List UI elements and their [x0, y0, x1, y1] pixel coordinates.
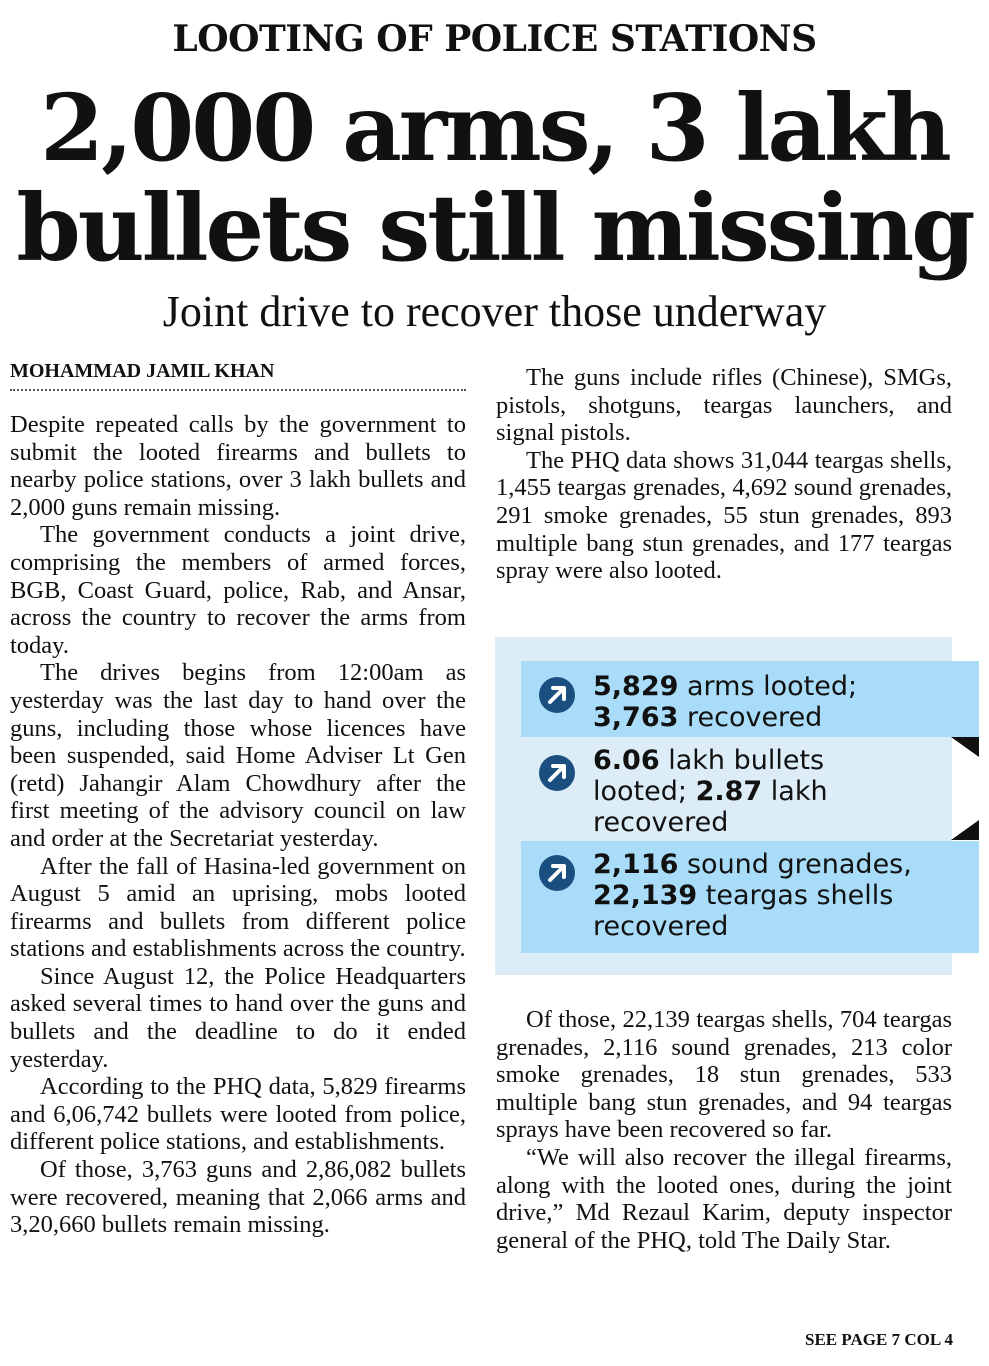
headline-line-2: bullets still missing — [16, 174, 973, 282]
arrow-up-right-icon — [539, 677, 575, 713]
stat-label: sound grenades, — [678, 849, 912, 880]
stat-number: 2.87 — [695, 776, 763, 807]
infobox-item-grenades — [521, 841, 979, 953]
arrow-up-right-icon — [539, 755, 575, 791]
infobox-text — [593, 849, 923, 942]
subheadline: Joint drive to recover those underway — [162, 287, 827, 336]
infobox-text — [593, 671, 971, 733]
infobox-item-bullets — [521, 737, 979, 841]
right-column-top — [496, 364, 952, 585]
paragraph: Of those, 3,763 guns and 2,86,082 bullets were recovered, meaning that 2,066 arms and 3,20,660 bullets remain missing. — [10, 1156, 466, 1239]
paragraph: After the fall of Hasina-led government on August 5 amid an uprising, mobs looted firearms and bullets from different police stations and establishments across the country. — [10, 852, 466, 963]
stat-number: 3,763 — [593, 702, 679, 733]
byline: MOHAMMAD JAMIL KHAN — [10, 360, 466, 391]
paragraph: The government conducts a joint drive, comprising the members of armed forces, BGB, Coast Guard, police, Rab, and Ansar, across the country to recover the arms from today. — [10, 521, 466, 659]
right-column-bottom — [496, 1006, 952, 1254]
paragraph: According to the PHQ data, 5,829 firearms and 6,06,742 bullets were looted from police, different police stations, and establishments. — [10, 1073, 466, 1156]
paragraph: The PHQ data shows 31,044 teargas shells, 1,455 teargas grenades, 4,692 sound grenades, 291 smoke grenades, 55 stun grenades, 893 multiple bang stun grenades, and 177 teargas spray were also looted. — [496, 446, 952, 585]
paragraph: Despite repeated calls by the government to submit the looted firearms and bullets to nearby police stations, over 3 lakh bullets and 2,000 guns remain missing. — [10, 411, 466, 521]
arrow-up-right-icon — [539, 855, 575, 891]
paragraph: Of those, 22,139 teargas shells, 704 teargas grenades, 2,116 sound grenades, 213 color smoke grenades, 18 stun grenades, 533 multiple bang stun grenades, and 94 teargas sprays have been recovered so far. — [496, 1006, 952, 1144]
paragraph: “We will also recover the illegal firearms, along with the looted ones, during the joint drive,” Md Rezaul Karim, deputy inspector general of the PHQ, told The Daily Star. — [496, 1143, 952, 1254]
paragraph: Since August 12, the Police Headquarters asked several times to hand over the guns and bullets and the deadline to do it ended yesterday. — [10, 962, 466, 1073]
left-column — [10, 411, 466, 1239]
stat-label: recovered — [678, 702, 823, 733]
paragraph: The drives begins from 12:00am as yesterday was the last day to hand over the guns, including those whose licences have been suspended, said Home Adviser Lt Gen (retd) Jahangir Alam Chowdhury after the first meeting of the advisory council on law and order at the Secretariat yesterday. — [10, 659, 466, 852]
stat-number: 6.06 — [593, 745, 660, 776]
paragraph: The guns include rifles (Chinese), SMGs, pistols, shotguns, teargas launchers, and signal pistols. — [496, 364, 952, 447]
infobox-item-arms — [521, 661, 979, 737]
stat-label: teargas shells recovered — [593, 880, 894, 942]
kicker: LOOTING OF POLICE STATIONS — [172, 18, 817, 60]
headline — [0, 74, 989, 282]
stat-number: 22,139 — [593, 880, 698, 911]
continuation-jump: SEE PAGE 7 COL 4 — [805, 1330, 953, 1349]
stat-label: lakh recovered — [593, 776, 828, 838]
stat-number: 2,116 — [593, 849, 679, 880]
infobox-text — [593, 745, 853, 838]
headline-line-1: 2,000 arms, 3 lakh — [40, 74, 949, 182]
stat-label: lakh bullets looted; — [593, 745, 825, 807]
stat-label: arms looted; — [678, 671, 858, 702]
stat-number: 5,829 — [593, 671, 679, 702]
